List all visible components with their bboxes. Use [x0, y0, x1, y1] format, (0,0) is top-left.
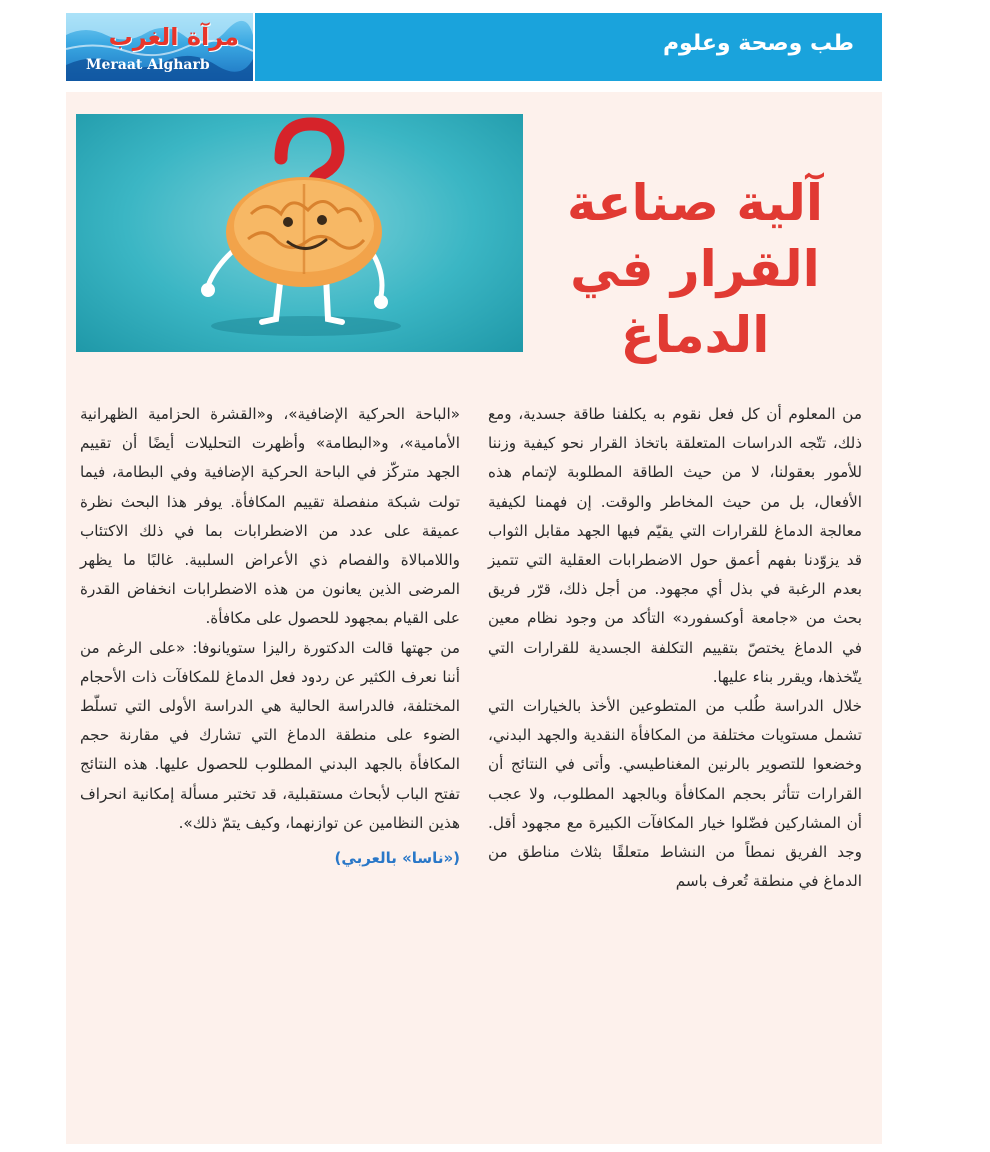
paragraph: «الباحة الحركية الإضافية»، و«القشرة الحزامية الظهرانية الأمامية»، و«البطامة» وأظهرت التحليلات أيضًا أن تقييم الجهد متركّز في الباحة الحركية الإضافية وفي البطامة، فيما تولت شبكة منفصلة تقييم المكافأة. يوفر هذا البحث نظرة عميقة على عدد من الاضطرابات بما في ذلك الاكتئاب واللامبالاة والفصام ذي الأعراض السلبية. غالبًا ما يظهر المرضى الذين يعانون من هذه الاضطرابات انخفاض القدرة على القيام بمجهود للحصول على مكافأة. — [80, 405, 460, 628]
logo-arabic-text: مرآة الغرب — [108, 23, 239, 51]
source-credit: («ناسا» بالعربي) — [334, 849, 460, 868]
logo-english-text: Meraat Algharb — [86, 57, 210, 73]
hero-image — [76, 114, 523, 352]
paragraph: من المعلوم أن كل فعل نقوم به يكلفنا طاقة جسدية، ومع ذلك، تتّجه الدراسات المتعلقة باتخاذ القرار نحو كيفية وزننا للأمور بعقولنا، لا من حيث الطاقة المطلوبة لإتمام هذه الأفعال، بل من حيث المخاطر والوقت. إن فهمنا لكيفية معالجة الدماغ للقرارات التي يقيّم فيها الجهد مقابل الثواب قد يزوّدنا بفهم أعمق حول الاضطرابات العقلية التي تتميز بعدم الرغبة في بذل أي مجهود. من أجل ذلك، قرّر فريق بحث من «جامعة أوكسفورد» التأكد من وجود نظام معين في الدماغ يختصّ بتقييم التكلفة الجسدية للقرارات التي يتّخذها، ويقرر بناء عليها. — [488, 405, 862, 686]
article-column-left — [80, 400, 460, 873]
article-headline — [540, 170, 850, 368]
paragraph: من جهتها قالت الدكتورة راليزا ستويانوفا: «على الرغم من أننا نعرف الكثير عن ردود فعل الدماغ للمكافآت ذات الأحجام المختلفة، فالدراسة الحالية هي الدراسة الأولى التي تسلّط الضوء على منطقة الدماغ التي تشارك في مقارنة حجم المكافأة بالجهد البدني المطلوب للحصول عليها. هذه النتائج تفتح الباب لأبحاث مستقبلية، قد تختبر مسألة إمكانية انحراف هذين النظامين عن توازنهما، وكيف يتمّ ذلك». — [80, 638, 460, 832]
headline-line-3: الدماغ — [620, 306, 770, 364]
logo — [66, 13, 253, 81]
section-header-bar — [255, 13, 882, 81]
cartoon-brain-icon — [76, 114, 523, 352]
headline-line-1: آلية صناعة — [566, 174, 824, 232]
headline-line-2: القرار في — [570, 240, 820, 298]
section-title: طب وصحة وعلوم — [662, 31, 854, 56]
paragraph: خلال الدراسة طُلب من المتطوعين الأخذ بالخيارات التي تشمل مستويات مختلفة من المكافأة النقدية والجهد البدني، وخضعوا للتصوير بالرنين المغناطيسي. وأتى في النتائج أن القرارات تتأثر بحجم المكافأة وبالجهد المطلوب، ولا عجب أن المشاركين فضّلوا خيار المكافآت الكبيرة مع مجهود أقل. وجد الفريق نمطاً من النشاط متعلقًا بثلاث مناطق من الدماغ في منطقة تُعرف باسم — [488, 697, 862, 891]
article-column-right — [488, 400, 862, 896]
